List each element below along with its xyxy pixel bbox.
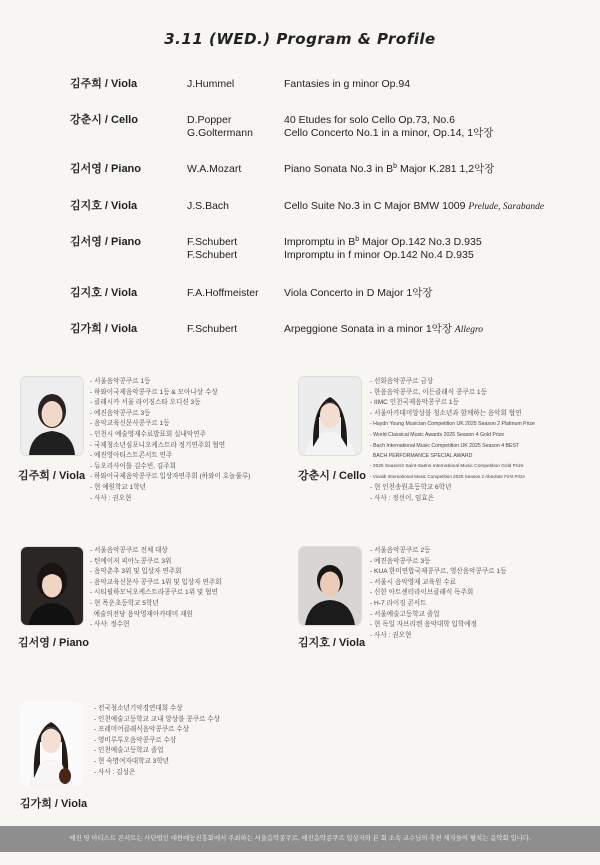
performer: 김지호 / Viola [70,287,138,299]
bio-item: - 사사 : 권오현 [90,494,132,502]
profile-name: 김주희 / Viola [18,470,86,482]
composer [187,287,259,300]
composer [187,200,229,213]
performer: 김서영 / Piano [70,236,141,248]
composer [187,323,237,336]
bio-item: - 현 목운초등학교 5학년 [90,599,159,607]
bio-item: - 예진음악콩쿠르 3등 [370,557,431,565]
work-line [284,323,483,337]
bio-item: - 서울시 음악영재 교육원 수료 [370,578,456,586]
work-text: Impromptu in B [284,236,356,248]
work-title [284,236,482,262]
bio-item: - 음악교육신문사 콩쿠르 1위 및 입상자 연주회 [90,578,222,586]
work-text: Fantasies in g minor Op.94 [284,78,411,90]
composer-line: J.S.Bach [187,200,230,212]
work-title [284,287,433,300]
bio-item: - 시티필하모닉오케스트라콩쿠르 1위 및 협연 [90,589,218,597]
work-text: Viola Concerto in D Major 1악장 [284,287,433,299]
bio-item: - 사사 : 정선이, 임효은 [370,494,435,502]
bio-item: - 듀오리사이틀 김수빈, 김주희 [90,462,176,470]
bio-item: - 인천예술고등학교 졸업 [94,747,164,755]
profile-name: 강춘시 / Cello [298,470,366,482]
work-line [284,78,410,91]
footer-note: 예진 영 아티스트 콘서트는 사단법인 대한예능진흥회에서 주최하는 서울음악콩쿠르, 예진음악콩쿠르 입상자와 본 회 소속 교수님의 추천 제자들이 펼치는 음악회 입니다. [0,826,600,852]
composer [187,163,241,176]
composer [187,114,253,140]
bio-item: - 서울음악콩쿠르 2등 [370,547,431,554]
composer-line: F.A.Hoffmeister [187,287,259,299]
bio-item: - 음악교육신문사콩쿠르 1등 [90,420,170,428]
bio-item: - 예진영아티스트콘서트 연주 [90,452,173,460]
portrait-kim-seoyoung [20,546,84,626]
profile-name: 김서영 / Piano [18,637,89,649]
composer-line: G.Goltermann [187,127,253,139]
bio-item: - IIMC 인천국제음악콩쿠르 1등 [370,399,459,407]
bio-item: - KUA 한미연합국제콩쿠르, 영산음악콩쿠르 1등 [370,568,507,576]
bio-item: - 프레미어클래식음악콩쿠르 수상 [94,726,190,734]
profile-bio [370,377,535,504]
performer: 김지호 / Viola [70,200,138,212]
work-title [284,323,483,337]
bio-item: - 서울음악콩쿠르 전체 대상 [90,547,168,554]
bio-item: - 인천예술고등학교 교내 앙상블 콩쿠르 수상 [94,715,221,723]
performer: 김주희 / Viola [70,78,138,90]
work-line [284,249,482,262]
bio-item: - 서울음악콩쿠르 1등 [90,378,151,385]
work-title [284,78,410,91]
bio-item: 예술의전당 음악영재아카데미 재원 [90,610,193,618]
work-text: Piano Sonata No.3 in B [284,163,394,175]
work-line [284,163,494,176]
work-line [284,127,493,140]
work-text: Cello Suite No.3 in C Major BMW 1009 [284,200,466,212]
bio-item: - Haydn Young Musician Competition UK 2025 Season 2 Platinum Prize [370,421,535,428]
work-line [284,287,433,300]
portrait-kim-jiho [298,546,362,626]
bio-item: - 신한 아트센터라이브클래식 독주회 [370,589,474,597]
profile-bio [90,377,250,504]
profile-name: 김가희 / Viola [20,798,88,810]
work-text: Arpeggione Sonata in a minor 1악장 [284,323,452,335]
page-title: 3.11 (WED.) Program & Profile [164,30,436,48]
bio-item: - 인천시 예술영재수료발표회 실내악연주 [90,430,206,438]
bio-item: - 현 독일 자브리켄 음악대학 입학예정 [370,621,477,629]
work-text: 40 Etudes for solo Cello Op.73, No.6 [284,114,456,126]
bio-item: - 사사 : 권오현 [370,631,412,639]
composer-line: F.Schubert [187,236,238,248]
performer: 강춘시 / Cello [70,114,138,126]
flat-sign: b [393,163,398,170]
profile-bio [90,546,222,631]
bio-item: - Vivaldi International Music Competition 2025 Season 2 Absolute First Prize [370,474,525,480]
bio-item: - 서울예술고등학교 졸업 [370,610,440,618]
work-text: Cello Concerto No.1 in a minor, Op.14, 1악장 [284,127,494,139]
work-line [284,114,493,127]
bio-item: - 국제청소년심포니오케스트라 정기연주회 협연 [90,441,226,449]
bio-item: - 사사 : 김성은 [94,768,136,776]
portrait-kang-chunsi [298,376,362,456]
composer-line: F.Schubert [187,323,238,335]
performer: 김서영 / Piano [70,163,141,175]
bio-item: - 2025 Season2 Saint-Saëns International Music Competition Gold Prize [370,463,524,469]
flat-sign: b [355,236,360,243]
bio-item: - 영비루투오음악콩쿠르 수상 [94,736,177,744]
bio-item: - 선화음악콩쿠르 금상 [370,378,434,385]
bio-item: - 하와이국제음악콩쿠르 입상자연주회 (하와이 호놀룰루) [90,473,251,481]
profile-name: 김지호 / Viola [298,637,366,649]
work-title [284,163,494,176]
composer-line: F.Schubert [187,249,238,261]
profile-bio [94,704,220,778]
composer [187,236,237,262]
composer [187,78,234,91]
work-text: Major Op.142 No.3 D.935 [359,236,482,248]
work-text: Major K.281 1,2악장 [397,163,495,175]
work-title [284,200,544,214]
composer-line: J.Hummel [187,78,235,90]
work-line [284,200,544,214]
bio-item: - 예진음악콩쿠르 3등 [90,409,151,417]
bio-item: - 사사: 정수현 [90,621,130,629]
bio-item: - World Classical Music Awards 2025 Season 4 Gold Prize [370,431,505,438]
profile-bio [370,546,507,641]
bio-item: - 현 인천송원초등학교 6학년 [370,483,452,491]
performer: 김가희 / Viola [70,323,138,335]
bio-item: BACH PERFORMANCE SPECIAL AWARD [370,453,473,460]
bio-item: - Bach International Music Competition UK 2025 Season 4 BEST [370,442,520,449]
movement-note: Prelude, Sarabande [468,202,545,212]
work-line [284,236,482,249]
bio-item: - 전국청소년기악경연대회 수상 [94,705,183,712]
work-title [284,114,493,140]
bio-item: - 서울아카데미앙상블 청소년과 함께하는 음악회 협연 [370,409,522,417]
portrait-kim-gahee [20,702,82,786]
bio-item: - H-7 라이징 콘서트 [370,599,427,607]
bio-item: - 클래시카 서울 라이징스타 오디션 3등 [90,399,201,407]
bio-item: - 현 예원학교 1학년 [90,483,146,491]
movement-note: Allegro [454,325,484,335]
composer-line: D.Popper [187,114,232,126]
composer-line: W.A.Mozart [187,163,242,175]
bio-item: - 하와이국제음악콩쿠르 1등 & 모아나상 수상 [90,388,218,396]
work-text: Impromptu in f minor Op.142 No.4 D.935 [284,249,474,261]
bio-item: - 틴에이저 피아노콩쿠르 3위 [90,557,172,565]
bio-item: - 한음음악콩쿠르, 이든클래식 콩쿠르 1등 [370,388,487,396]
portrait-kim-juhee [20,376,84,456]
bio-item: - 현 숙명여자대학교 3학년 [94,757,170,765]
bio-item: - 음악춘추 3위 및 입상자 연주회 [90,568,182,576]
